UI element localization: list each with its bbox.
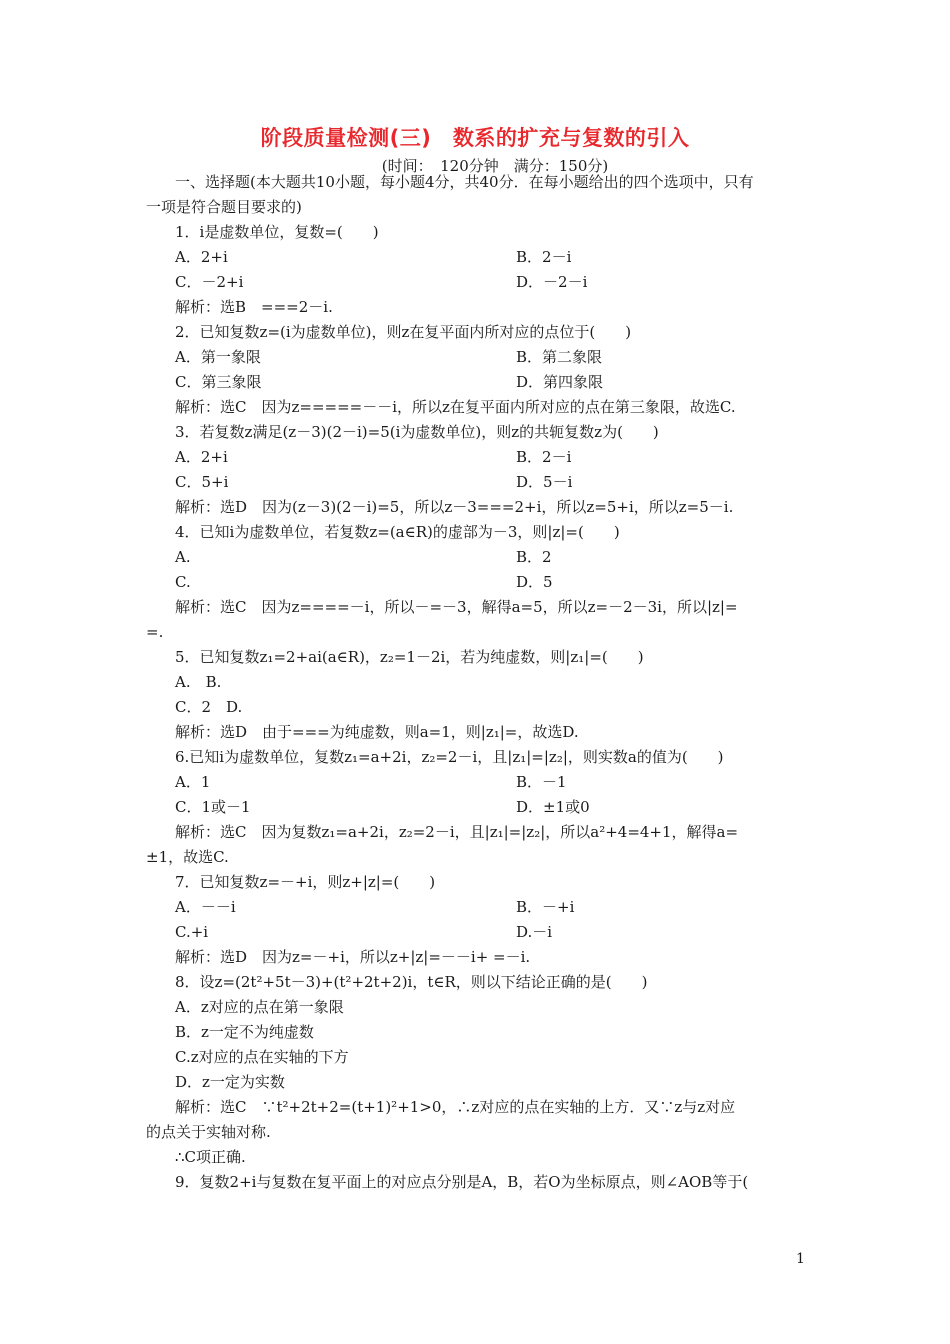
text-line: 8．设z=(2t²+5t－3)+(t²+2t+2)i，t∈R，则以下结论正确的是( ): [175, 973, 648, 991]
text-line: 解析：选D 因为(z－3)(2－i)=5，所以z－3===2+i，所以z=5+i，所以z=5－i.: [175, 498, 734, 516]
text-line: 2．已知复数z=(i为虚数单位)，则z在复平面内所对应的点位于( ): [175, 323, 632, 341]
text-line: D.－i: [516, 923, 553, 941]
text-line: C．第三象限: [175, 373, 262, 391]
text-line: 解析：选B ===2－i.: [175, 298, 333, 316]
text-line: C．5+i: [175, 473, 229, 491]
text-line: B．第二象限: [516, 348, 603, 366]
text-line: D．－2－i: [516, 273, 588, 291]
text-line: C.: [175, 573, 191, 591]
text-line: A．z对应的点在第一象限: [175, 998, 344, 1016]
page-title: 阶段质量检测(三) 数系的扩充与复数的引入: [260, 126, 690, 150]
page-number: 1: [796, 1251, 805, 1267]
text-line: B．－+i: [516, 898, 575, 916]
text-line: C．1或－1: [175, 798, 251, 816]
text-line: A．2+i: [175, 448, 228, 466]
text-line: ±1，故选C.: [146, 848, 229, 866]
text-line: D．5: [516, 573, 553, 591]
text-line: A．－－i: [175, 898, 236, 916]
text-line: 解析：选C 因为z=====－－i，所以z在复平面内所对应的点在第三象限，故选C.: [175, 398, 736, 416]
text-line: D．第四象限: [516, 373, 604, 391]
text-line: A．第一象限: [175, 348, 261, 366]
text-line: 5．已知复数z₁=2+ai(a∈R)，z₂=1－2i，若为纯虚数，则|z₁|=( ): [175, 648, 644, 666]
text-line: 6.已知i为虚数单位，复数z₁=a+2i，z₂=2－i，且|z₁|=|z₂|，则实数a的值为( ): [175, 748, 724, 766]
text-line: D．5－i: [516, 473, 573, 491]
text-line: B．2: [516, 548, 552, 566]
text-line: A. B.: [175, 673, 222, 691]
text-line: =.: [146, 623, 164, 641]
text-line: 1．i是虚数单位，复数=( ): [175, 223, 379, 241]
text-line: C.+i: [175, 923, 209, 941]
text-line: B．2－i: [516, 448, 572, 466]
text-line: 解析：选C ∵t²+2t+2=(t+1)²+1>0，∴z对应的点在实轴的上方．又∵z与z对应: [175, 1098, 736, 1116]
text-line: 一项是符合题目要求的): [146, 198, 302, 216]
text-line: A.: [175, 548, 191, 566]
text-line: 解析：选C 因为复数z₁=a+2i，z₂=2－i，且|z₁|=|z₂|，所以a²+4=4+1，解得a=: [175, 823, 739, 841]
text-line: 9．复数2+i与复数在复平面上的对应点分别是A，B，若O为坐标原点，则∠AOB等于(: [175, 1173, 749, 1191]
text-line: 4．已知i为虚数单位，若复数z=(a∈R)的虚部为－3，则|z|=( ): [175, 523, 620, 541]
text-line: 一、选择题(本大题共10小题，每小题4分，共40分．在每小题给出的四个选项中，只有: [175, 173, 754, 191]
text-line: D．±1或0: [516, 798, 590, 816]
text-line: B．－1: [516, 773, 567, 791]
text-line: 的点关于实轴对称.: [146, 1123, 271, 1141]
text-line: ∴C项正确.: [175, 1148, 246, 1166]
text-line: B．z一定不为纯虚数: [175, 1023, 314, 1041]
text-line: C．－2+i: [175, 273, 244, 291]
text-line: 解析：选D 因为z=－+i，所以z+|z|=－－i+ =－i.: [175, 948, 531, 966]
text-line: C．2 D.: [175, 698, 243, 716]
text-line: 解析：选C 因为z====－i，所以－=－3，解得a=5，所以z=－2－3i，所以|z|=: [175, 598, 738, 616]
text-line: D．z一定为实数: [175, 1073, 285, 1091]
text-line: 7．已知复数z=－+i，则z+|z|=( ): [175, 873, 436, 891]
text-line: 3．若复数z满足(z－3)(2－i)=5(i为虚数单位)，则z的共轭复数z为( ): [175, 423, 659, 441]
text-line: 解析：选D 由于===为纯虚数，则a=1，则|z₁|=，故选D.: [175, 723, 579, 741]
exam-info: (时间： 120分钟 满分：150分): [381, 157, 609, 175]
text-line: A．2+i: [175, 248, 228, 266]
text-line: C.z对应的点在实轴的下方: [175, 1048, 349, 1066]
text-line: B．2－i: [516, 248, 572, 266]
text-line: A．1: [175, 773, 211, 791]
